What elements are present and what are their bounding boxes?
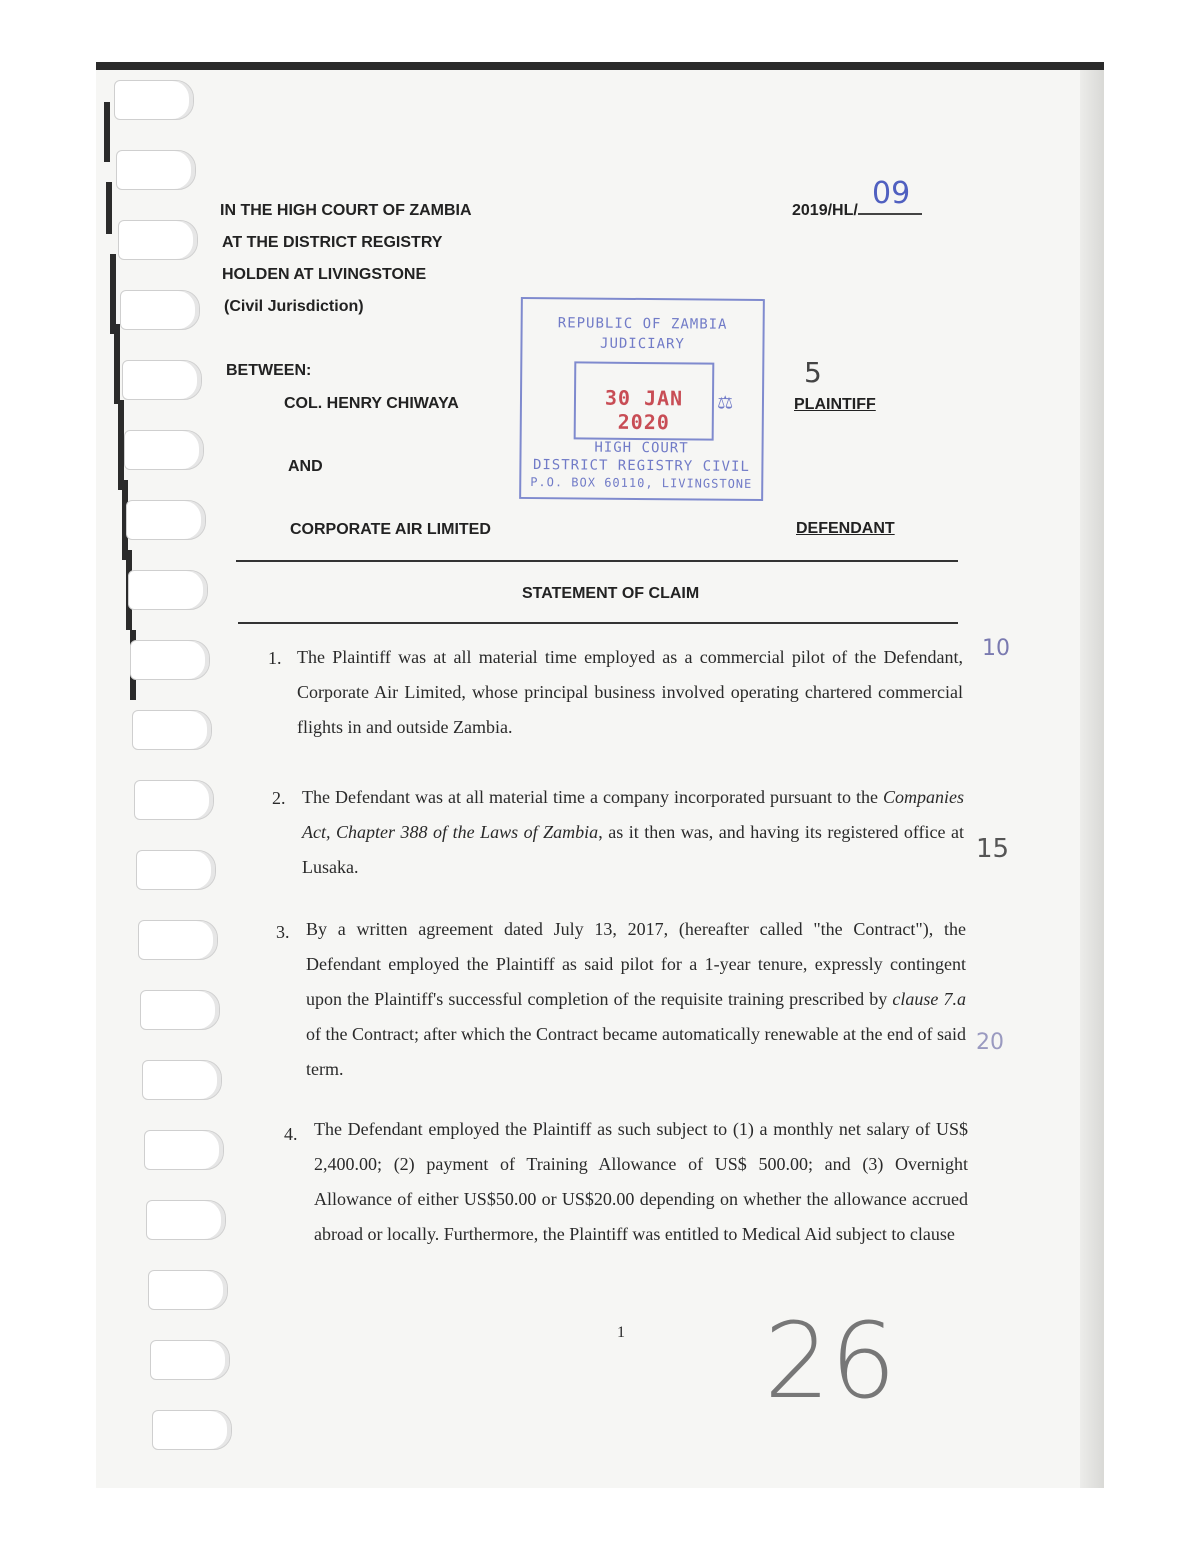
margin-line-number: 20 — [976, 1030, 1004, 1055]
between-label: BETWEEN: — [226, 362, 312, 379]
title-rule-bottom — [238, 622, 958, 624]
comb-binding — [96, 70, 216, 1488]
stamp-line-registry: DISTRICT REGISTRY CIVIL — [532, 457, 750, 475]
paragraph-3 — [306, 912, 966, 1087]
paragraph-number: 3. — [276, 922, 290, 942]
binding-ring — [152, 1410, 232, 1450]
binding-ring — [124, 430, 204, 470]
paragraph-3-text: By a written agreement dated July 13, 2017, (hereafter called "the Contract"), the Defendant employed the Plaintiff as said pilot for a 1-year tenure, expressly contingent upon the Plaintiff's successful completion of the requisite training prescribed by — [306, 919, 966, 1009]
and-label: AND — [288, 458, 323, 475]
binding-spine-segment — [104, 102, 110, 162]
title-rule-top — [236, 560, 958, 562]
plaintiff-name: COL. HENRY CHIWAYA — [284, 395, 459, 412]
binding-ring — [114, 80, 194, 120]
handwritten-page-number: 26 — [764, 1300, 897, 1422]
document-title: STATEMENT OF CLAIM — [522, 585, 700, 602]
scan-top-edge — [96, 62, 1104, 70]
page-number: 1 — [617, 1324, 625, 1341]
stamp-date-box — [574, 361, 715, 440]
binding-ring — [142, 1060, 222, 1100]
binding-ring — [144, 1130, 224, 1170]
handwritten-mark-5: 5 — [804, 356, 822, 389]
court-stamp — [519, 297, 765, 501]
plaintiff-role: PLAINTIFF — [794, 396, 876, 413]
binding-ring — [118, 220, 198, 260]
paragraph-2-text: The Defendant was at all material time a company incorporated pursuant to the — [302, 787, 883, 807]
binding-ring — [136, 850, 216, 890]
binding-ring — [140, 990, 220, 1030]
binding-ring — [134, 780, 214, 820]
paragraph-1: The Plaintiff was at all material time employed as a commercial pilot of the Defendant, Corporate Air Limited, whose principal business involved operating chartered commercial flights in and outside Zambia. — [297, 647, 963, 737]
margin-line-number: 15 — [976, 834, 1010, 864]
defendant-name: CORPORATE AIR LIMITED — [290, 521, 491, 538]
paragraph-3-clause: clause 7.a — [892, 989, 967, 1009]
scales-of-justice-icon: ⚖ — [717, 386, 733, 415]
binding-spine-segment — [106, 182, 112, 234]
stamp-line-high-court: HIGH COURT — [594, 439, 689, 457]
defendant-role: DEFENDANT — [796, 520, 895, 537]
binding-ring — [122, 360, 202, 400]
location-line: HOLDEN AT LIVINGSTONE — [222, 266, 427, 283]
paragraph-2-text-end: , as it then was, and having its registered office at Lusaka. — [302, 822, 964, 877]
jurisdiction-line: (Civil Jurisdiction) — [224, 298, 364, 315]
stamp-date: 30 JAN 2020 — [604, 385, 684, 435]
binding-ring — [120, 290, 200, 330]
binding-spine-segment — [110, 254, 116, 334]
court-name: IN THE HIGH COURT OF ZAMBIA — [220, 202, 472, 219]
binding-ring — [126, 500, 206, 540]
paragraph-2-citation: Companies Act, Chapter 388 of the Laws of Zambia — [302, 787, 964, 842]
stamp-line-address: P.O. BOX 60110, LIVINGSTONE — [530, 475, 753, 491]
margin-line-number: 10 — [982, 636, 1010, 661]
binding-ring — [132, 710, 212, 750]
paragraph-2 — [302, 780, 964, 885]
binding-ring — [138, 920, 218, 960]
paragraph-number: 4. — [284, 1124, 298, 1144]
stamp-line-republic: REPUBLIC OF ZAMBIA — [557, 315, 728, 333]
stamp-line-judiciary: JUDICIARY — [599, 335, 685, 353]
binding-ring — [116, 150, 196, 190]
binding-ring — [130, 640, 210, 680]
registry-line: AT THE DISTRICT REGISTRY — [222, 234, 443, 251]
case-number-handwritten: 09 — [872, 176, 911, 211]
binding-ring — [150, 1340, 230, 1380]
binding-spine-segment — [114, 324, 120, 404]
paragraph-3-text-end: of the Contract; after which the Contract became automatically renewable at the end of said term. — [306, 1024, 966, 1079]
binding-ring — [146, 1200, 226, 1240]
binding-ring — [128, 570, 208, 610]
paragraph-number: 2. — [272, 788, 286, 808]
binding-ring — [148, 1270, 228, 1310]
paragraph-number: 1. — [268, 648, 282, 668]
page-stack-edge — [1080, 70, 1104, 1488]
paragraph-4: The Defendant employed the Plaintiff as such subject to (1) a monthly net salary of US$ 2,400.00; (2) payment of Training Allowance of US$ 500.00; and (3) Overnight Allowance of either US$50.00 or US$20.00 depending on whether the allowance accrued abroad or locally. Furthermore, the Plaintiff was entitled to Medical Aid subject to clause — [314, 1119, 968, 1244]
case-number-prefix: 2019/HL/ — [792, 202, 858, 219]
